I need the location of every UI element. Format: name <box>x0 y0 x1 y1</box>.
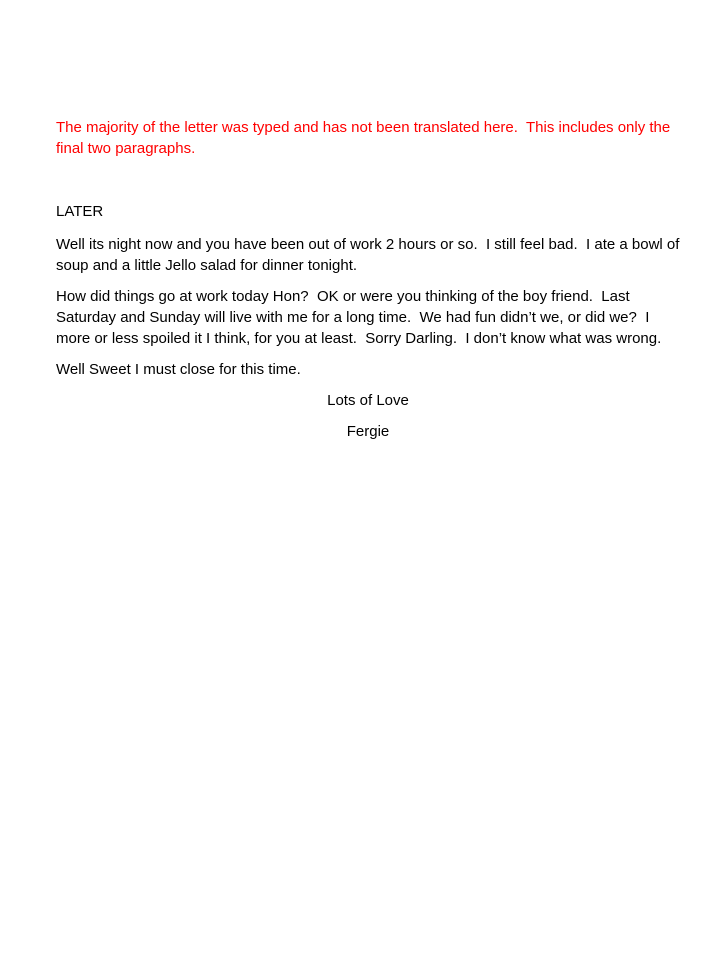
letter-signature: Fergie <box>346 423 390 440</box>
letter-closing: Lots of Love <box>327 392 409 409</box>
translator-note: The majority of the letter was typed and has not been translated here. This includes only the final two paragraphs. <box>56 119 675 157</box>
section-heading: LATER <box>56 203 104 220</box>
letter-paragraph: Well Sweet I must close for this time. <box>56 361 301 378</box>
letter-paragraph: How did things go at work today Hon? OK or were you thinking of the boy friend. Last Saturday and Sunday will live with me for a long time. We had fun didn’t we, or did we? I more or less spoiled it I think, for you at least. Sorry Darling. I don’t know what was wrong. <box>56 288 662 347</box>
letter-paragraph: Well its night now and you have been out of work 2 hours or so. I still feel bad. I ate a bowl of soup and a little Jello salad for dinner tonight. <box>56 236 684 274</box>
letter-text-column <box>56 117 684 442</box>
